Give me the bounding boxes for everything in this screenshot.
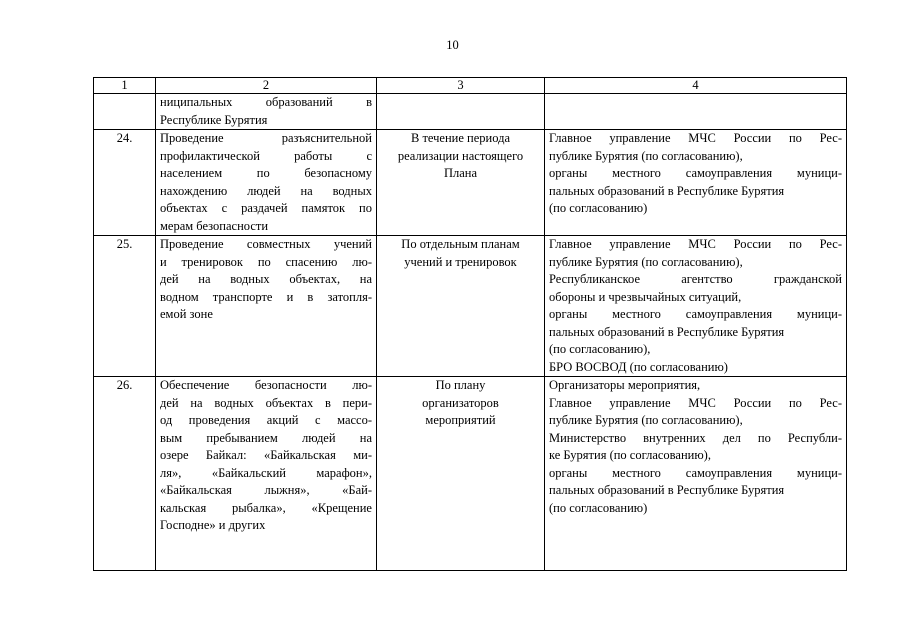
table-row bbox=[94, 130, 847, 236]
row-number: 25. bbox=[94, 236, 156, 377]
date-line: Плана bbox=[443, 166, 478, 180]
event-line: дей на водных объектах, на bbox=[160, 272, 372, 286]
responsible-line: Главное управление МЧС России по Рес- bbox=[549, 395, 842, 410]
responsible-line: Организаторы мероприятия, bbox=[549, 378, 701, 392]
event-line: Обеспечение безопасности лю- bbox=[160, 378, 372, 392]
date-line: мероприятий bbox=[425, 413, 496, 427]
responsible-line: органы местного самоуправления муници- bbox=[549, 465, 842, 480]
responsible-line: пальных образований в Республике Бурятия bbox=[549, 324, 785, 339]
header-col-3: 3 bbox=[377, 78, 545, 94]
event-line: озере Байкал: «Байкальская ми- bbox=[160, 448, 372, 462]
event-line: ниципальных образований в bbox=[160, 95, 372, 109]
header-col-4: 4 bbox=[545, 78, 847, 94]
event-line: дей на водных объектах в пери- bbox=[160, 395, 372, 410]
continuation-row bbox=[94, 94, 847, 130]
event-line: «Байкальская лыжня», «Бай- bbox=[160, 483, 372, 497]
responsible-cell bbox=[545, 377, 847, 571]
event-line: вым пребыванием людей на bbox=[160, 430, 372, 445]
header-row bbox=[94, 78, 847, 94]
event-line: объектах с раздачей памяток по bbox=[160, 201, 372, 215]
date-line: По отдельным планам bbox=[401, 237, 520, 251]
table-row bbox=[94, 236, 847, 377]
event-line: Проведение совместных учений bbox=[160, 237, 372, 251]
continuation-num-cell bbox=[94, 94, 156, 130]
responsible-cell bbox=[545, 130, 847, 236]
date-line: учений и тренировок bbox=[404, 254, 517, 269]
table-row bbox=[94, 377, 847, 571]
event-cell bbox=[156, 236, 377, 377]
header-col-1: 1 bbox=[94, 78, 156, 94]
responsible-line: (по согласованию) bbox=[549, 201, 648, 215]
responsible-line: органы местного самоуправления муници- bbox=[549, 166, 842, 180]
page-number: 10 bbox=[446, 38, 459, 52]
event-line: Республике Бурятия bbox=[160, 112, 268, 127]
continuation-date-cell bbox=[377, 94, 545, 130]
event-line: населением по безопасному bbox=[160, 166, 372, 180]
event-line: водном транспорте и в затопля- bbox=[160, 289, 372, 304]
responsible-line: органы местного самоуправления муници- bbox=[549, 307, 842, 321]
event-line: профилактической работы с bbox=[160, 148, 372, 163]
event-line: ля», «Байкальский марафон», bbox=[160, 465, 372, 480]
continuation-responsible-cell bbox=[545, 94, 847, 130]
row-number: 24. bbox=[94, 130, 156, 236]
event-line: мерам безопасности bbox=[160, 218, 269, 233]
responsible-line: Главное управление МЧС России по Рес- bbox=[549, 237, 842, 251]
event-line: Господне» и других bbox=[160, 518, 266, 532]
date-cell bbox=[377, 130, 545, 236]
responsible-line: Главное управление МЧС России по Рес- bbox=[549, 131, 842, 145]
event-cell bbox=[156, 377, 377, 571]
event-line: од проведения акций с массо- bbox=[160, 413, 372, 427]
event-line: нахождению людей на водных bbox=[160, 183, 372, 198]
responsible-line: пальных образований в Республике Бурятия bbox=[549, 183, 785, 198]
header-col-2: 2 bbox=[156, 78, 377, 94]
responsible-line: обороны и чрезвычайных ситуаций, bbox=[549, 289, 742, 304]
date-line: реализации настоящего bbox=[397, 148, 524, 163]
plan-table bbox=[93, 77, 847, 571]
event-line: кальская рыбалка», «Крещение bbox=[160, 500, 372, 515]
date-line: организаторов bbox=[422, 395, 499, 410]
date-cell bbox=[377, 377, 545, 571]
responsible-line: Министерство внутренних дел по Республи- bbox=[549, 430, 842, 445]
date-cell bbox=[377, 236, 545, 377]
continuation-event-cell bbox=[156, 94, 377, 130]
responsible-line: публике Бурятия (по согласованию), bbox=[549, 413, 743, 427]
responsible-line: БРО ВОСВОД (по согласованию) bbox=[549, 359, 728, 374]
date-line: По плану bbox=[435, 378, 486, 392]
event-line: и тренировок по спасению лю- bbox=[160, 254, 372, 269]
responsible-line: (по согласованию), bbox=[549, 342, 651, 356]
row-number: 26. bbox=[94, 377, 156, 571]
responsible-line: Республиканское агентство гражданской bbox=[549, 272, 842, 286]
event-cell bbox=[156, 130, 377, 236]
responsible-line: (по согласованию) bbox=[549, 500, 648, 515]
responsible-line: пальных образований в Республике Бурятия bbox=[549, 483, 785, 497]
date-line: В течение периода bbox=[410, 131, 511, 145]
event-line: емой зоне bbox=[160, 307, 213, 321]
responsible-line: ке Бурятия (по согласованию), bbox=[549, 448, 711, 462]
responsible-cell bbox=[545, 236, 847, 377]
responsible-line: публике Бурятия (по согласованию), bbox=[549, 148, 743, 163]
event-line: Проведение разъяснительной bbox=[160, 131, 372, 145]
responsible-line: публике Бурятия (по согласованию), bbox=[549, 254, 743, 269]
